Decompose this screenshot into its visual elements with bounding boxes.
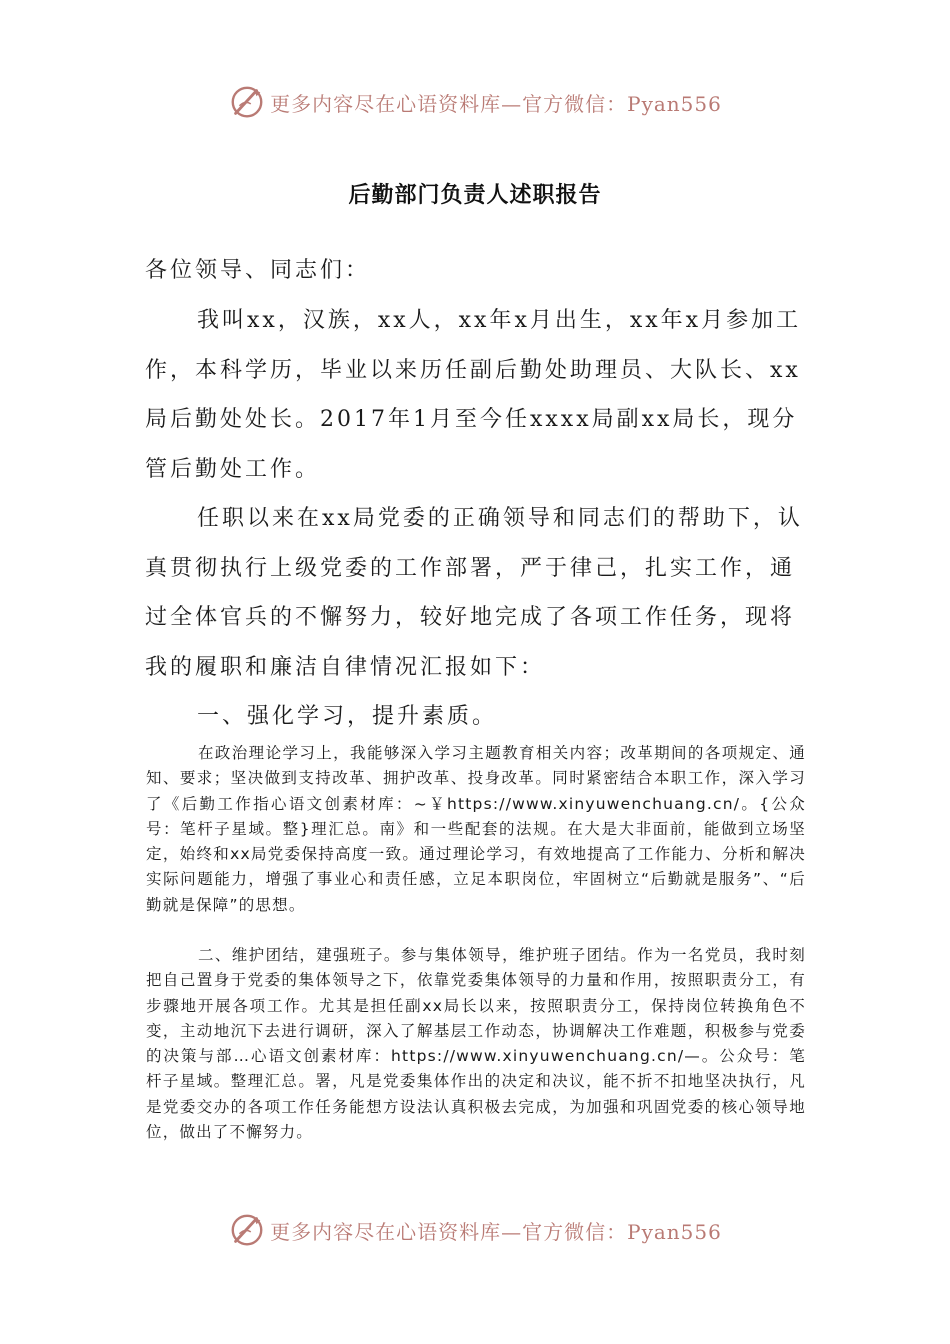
watermark-text: 更多内容尽在心语资料库—官方微信：Pyan556 xyxy=(270,91,722,116)
footer-watermark-banner xyxy=(0,1208,950,1252)
watermark-text: 更多内容尽在心语资料库—官方微信：Pyan556 xyxy=(270,1219,722,1244)
section-heading-1: 一、强化学习，提升素质。 xyxy=(197,704,498,729)
header-watermark-banner xyxy=(0,80,950,124)
pen-circle-logo-icon xyxy=(228,1211,266,1249)
document-title: 后勤部门负责人述职报告 xyxy=(348,183,602,208)
pen-circle-logo-icon xyxy=(228,83,266,121)
greeting: 各位领导、同志们： xyxy=(145,258,371,283)
paragraph-summary: 任职以来在xx局党委的正确领导和同志们的帮助下，认真贯彻执行上级党委的工作部署，严于律己，扎实工作，通过全体官兵的不懈努力，较好地完成了各项工作任务，现将我的履职和廉洁自律情况汇报如下： xyxy=(145,506,803,680)
section-1-paragraph: 在政治理论学习上，我能够深入学习主题教育相关内容；改革期间的各项规定、通知、要求；坚决做到支持改革、拥护改革、投身改革。同时紧密结合本职工作，深入学习了《后勤工作指心语文创素材库：~￥https://www.xinyuwenchuang.cn/。{公众号：笔杆子星域。整}理汇总。南》和一些配套的法规。在大是大非面前，能做到立场坚定，始终和xx局党委保持高度一致。通过理论学习，有效地提高了工作能力、分析和解决实际问题能力，增强了事业心和责任感，立足本职岗位，牢固树立“后勤就是服务”、“后勤就是保障”的思想。 xyxy=(146,744,806,914)
section-2-paragraph: 二、维护团结，建强班子。参与集体领导，维护班子团结。作为一名党员，我时刻把自己置身于党委的集体领导之下，依靠党委集体领导的力量和作用，按照职责分工，有步骤地开展各项工作。尤其是担任副xx局长以来，按照职责分工，保持岗位转换角色不变，主动地沉下去进行调研，深入了解基层工作动态，协调解决工作难题，积极参与党委的决策与部…心语文创素材库：https://www.xinyuwenchuang.cn/—。公众号：笔杆子星域。整理汇总。署，凡是党委集体作出的决定和决议，能不折不扣地坚决执行，凡是党委交办的各项工作任务能想方设法认真积极去完成，为加强和巩固党委的核心领导地位，做出了不懈努力。 xyxy=(146,946,806,1142)
paragraph-intro: 我叫xx，汉族，xx人，xx年x月出生，xx年x月参加工作，本科学历，毕业以来历任副后勤处助理员、大队长、xx局后勤处处长。2017年1月至今任xxxx局副xx局长，现分管后勤处工作。 xyxy=(145,308,802,482)
